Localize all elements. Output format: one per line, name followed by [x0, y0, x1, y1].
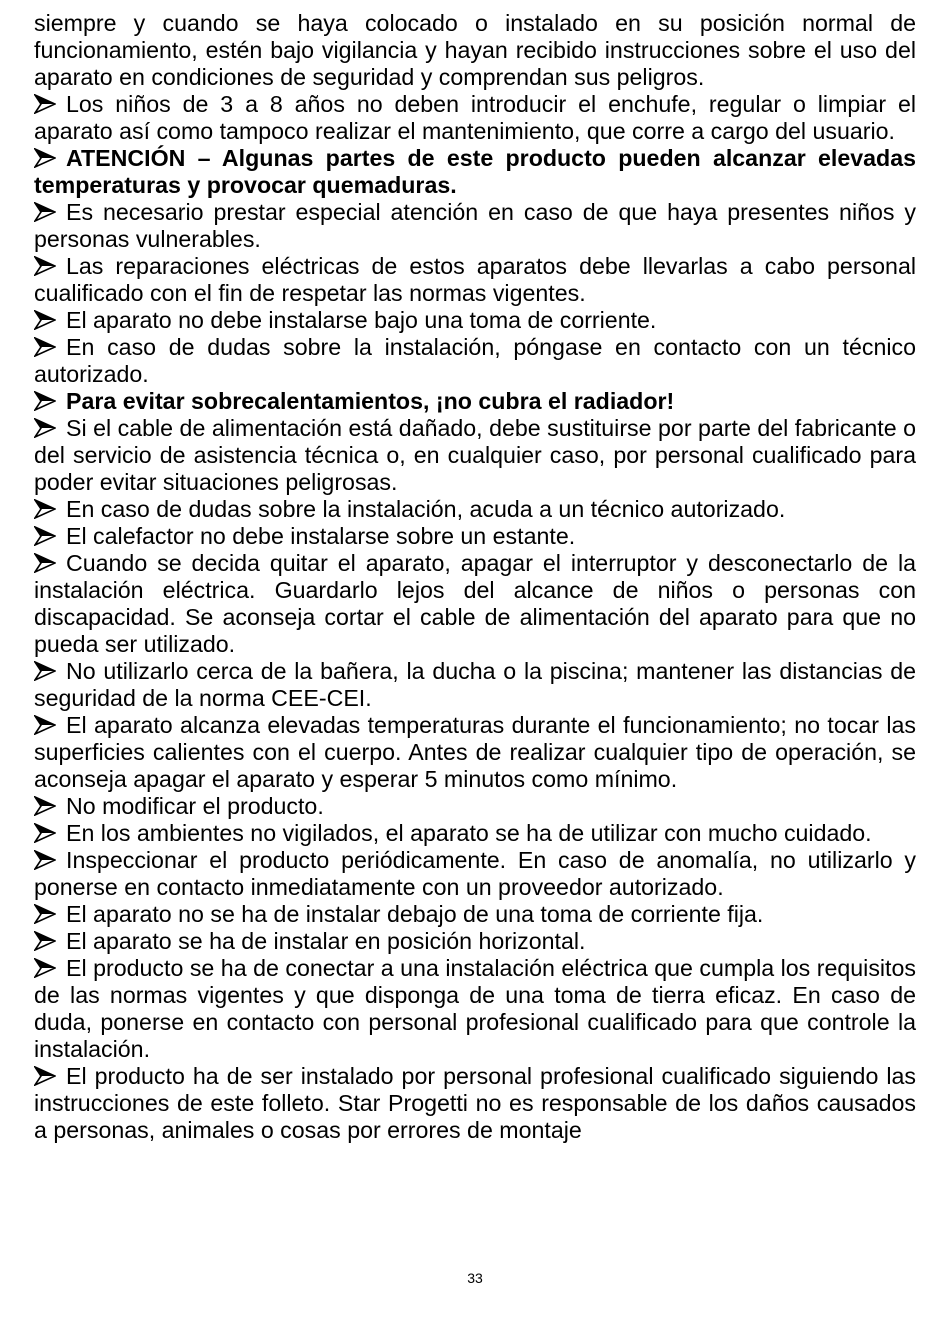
- bullet-item: [34, 928, 916, 955]
- arrowhead-bullet-icon: [34, 931, 58, 951]
- warning-text: ATENCIÓN – Algunas partes de este producto pueden alcanzar elevadas temperaturas y provocar quemaduras.: [34, 145, 916, 198]
- arrowhead-bullet-icon: [34, 553, 58, 573]
- item-text: Si el cable de alimentación está dañado, debe sustituirse por parte del fabricante o del servicio de asistencia técnica o, en cualquier caso, por personal cualificado para poder evitar situaciones peligrosas.: [34, 415, 916, 495]
- item-text: El producto se ha de conectar a una instalación eléctrica que cumpla los requisitos de las normas vigentes y que disponga de una toma de tierra eficaz. En caso de duda, ponerse en contacto con personal profesional cualificado para que controle la instalación.: [34, 955, 916, 1062]
- item-text: El aparato no se ha de instalar debajo de una toma de corriente fija.: [66, 901, 764, 927]
- arrowhead-bullet-icon: [34, 904, 58, 924]
- arrowhead-bullet-icon: [34, 256, 58, 276]
- item-text: En caso de dudas sobre la instalación, póngase en contacto con un técnico autorizado.: [34, 334, 916, 387]
- arrowhead-bullet-icon: [34, 337, 58, 357]
- document-body: [34, 10, 916, 1144]
- bullet-item: [34, 550, 916, 658]
- bullet-item: [34, 91, 916, 145]
- arrowhead-bullet-icon: [34, 850, 58, 870]
- bullet-item: [34, 793, 916, 820]
- item-text: El aparato se ha de instalar en posición horizontal.: [66, 928, 586, 954]
- bullet-item: [34, 415, 916, 496]
- arrowhead-bullet-icon: [34, 1066, 58, 1086]
- arrowhead-bullet-icon: [34, 715, 58, 735]
- bullet-item: [34, 334, 916, 388]
- bullet-item: [34, 955, 916, 1063]
- bullet-item: [34, 847, 916, 901]
- warning-text: Para evitar sobrecalentamientos, ¡no cubra el radiador!: [66, 388, 675, 414]
- arrowhead-bullet-icon: [34, 310, 58, 330]
- item-text: siempre y cuando se haya colocado o instalado en su posición normal de funcionamiento, estén bajo vigilancia y hayan recibido instrucciones sobre el uso del aparato en condiciones de seguridad y comprendan sus peligros.: [34, 10, 916, 90]
- item-text: El calefactor no debe instalarse sobre un estante.: [66, 523, 576, 549]
- item-text: El producto ha de ser instalado por personal profesional cualificado siguiendo las instrucciones de este folleto. Star Progetti no es responsable de los daños causados a personas, animales o cosas por errores de montaje: [34, 1063, 916, 1143]
- page-number: 33: [467, 1270, 483, 1286]
- item-text: El aparato no debe instalarse bajo una toma de corriente.: [66, 307, 657, 333]
- arrowhead-bullet-icon: [34, 94, 58, 114]
- arrowhead-bullet-icon: [34, 202, 58, 222]
- arrowhead-bullet-icon: [34, 958, 58, 978]
- item-text: Es necesario prestar especial atención en caso de que haya presentes niños y personas vulnerables.: [34, 199, 916, 252]
- arrowhead-bullet-icon: [34, 391, 58, 411]
- bullet-item: [34, 712, 916, 793]
- item-text: Inspeccionar el producto periódicamente. En caso de anomalía, no utilizarlo y ponerse en contacto inmediatamente con un proveedor autorizado.: [34, 847, 916, 900]
- bullet-item: [34, 307, 916, 334]
- arrowhead-bullet-icon: [34, 499, 58, 519]
- item-text: Las reparaciones eléctricas de estos aparatos debe llevarlas a cabo personal cualificado con el fin de respetar las normas vigentes.: [34, 253, 916, 306]
- bullet-item: [34, 496, 916, 523]
- bullet-item: [34, 199, 916, 253]
- arrowhead-bullet-icon: [34, 526, 58, 546]
- arrowhead-bullet-icon: [34, 661, 58, 681]
- arrowhead-bullet-icon: [34, 796, 58, 816]
- arrowhead-bullet-icon: [34, 823, 58, 843]
- bullet-item: [34, 820, 916, 847]
- item-text: No utilizarlo cerca de la bañera, la ducha o la piscina; mantener las distancias de seguridad de la norma CEE-CEI.: [34, 658, 916, 711]
- bullet-item: [34, 1063, 916, 1144]
- bullet-item: [34, 145, 916, 199]
- item-text: No modificar el producto.: [66, 793, 324, 819]
- item-text: En los ambientes no vigilados, el aparato se ha de utilizar con mucho cuidado.: [66, 820, 872, 846]
- paragraph: [34, 10, 916, 91]
- bullet-item: [34, 901, 916, 928]
- arrowhead-bullet-icon: [34, 148, 58, 168]
- item-text: El aparato alcanza elevadas temperaturas durante el funcionamiento; no tocar las superficies calientes con el cuerpo. Antes de realizar cualquier tipo de operación, se aconseja apagar el aparato y esperar 5 minutos como mínimo.: [34, 712, 916, 792]
- bullet-item: [34, 523, 916, 550]
- item-text: Los niños de 3 a 8 años no deben introducir el enchufe, regular o limpiar el aparato así como tampoco realizar el mantenimiento, que corre a cargo del usuario.: [34, 91, 916, 144]
- bullet-item: [34, 658, 916, 712]
- item-text: En caso de dudas sobre la instalación, acuda a un técnico autorizado.: [66, 496, 786, 522]
- item-text: Cuando se decida quitar el aparato, apagar el interruptor y desconectarlo de la instalación eléctrica. Guardarlo lejos del alcance de niños o personas con discapacidad. Se aconseja cortar el cable de alimentación del aparato para que no pueda ser utilizado.: [34, 550, 916, 657]
- bullet-item: [34, 388, 916, 415]
- arrowhead-bullet-icon: [34, 418, 58, 438]
- bullet-item: [34, 253, 916, 307]
